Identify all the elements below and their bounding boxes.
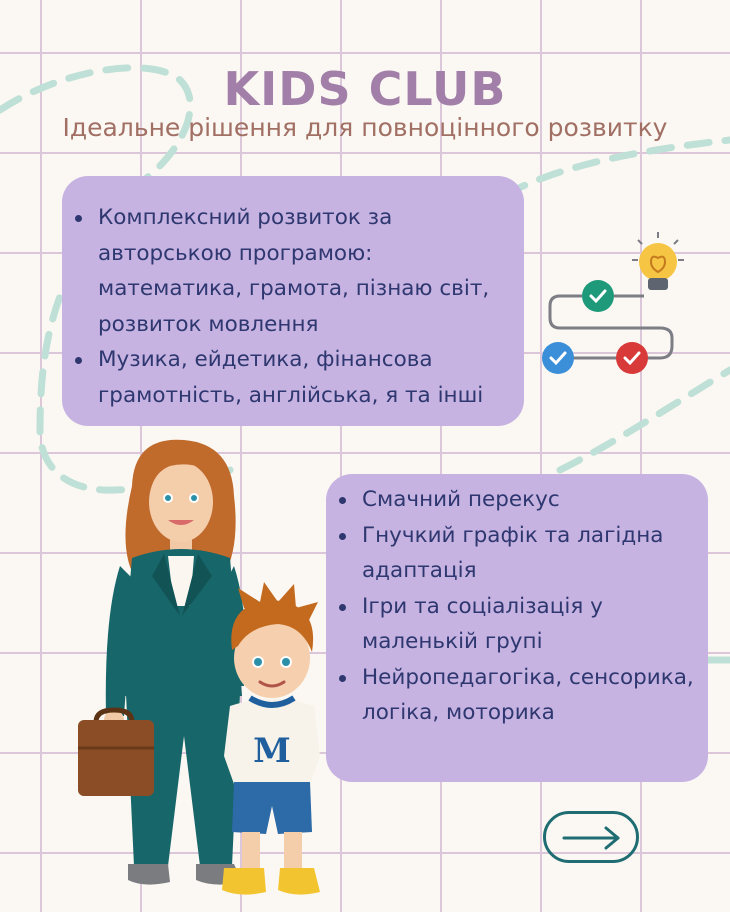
next-button[interactable] xyxy=(543,811,639,863)
features-card-top xyxy=(62,176,524,426)
svg-text:M: M xyxy=(253,731,291,771)
list-item: Комплексний розвиток за авторською програмою: математика, грамота, пізнаю світ, розвиток мовлення xyxy=(62,200,512,342)
checklist-illustration xyxy=(538,232,688,382)
list-item: Нейропедагогіка, сенсорика, логіка, моторика xyxy=(326,660,708,731)
teacher-and-child-illustration xyxy=(74,436,334,912)
check-icon-blue xyxy=(542,342,574,374)
briefcase-icon xyxy=(78,710,154,796)
features-list-top xyxy=(62,200,512,413)
list-item: Смачний перекус xyxy=(326,482,708,518)
check-icon-green xyxy=(582,280,614,312)
page-title: KIDS CLUB xyxy=(223,62,507,116)
features-card-bottom xyxy=(326,474,708,782)
list-item: Музика, ейдетика, фінансова грамотність, англійська, я та інші xyxy=(62,342,512,413)
list-item: Ігри та соціалізація у маленькій групі xyxy=(326,589,708,660)
arrow-right-icon xyxy=(562,826,622,850)
list-item: Гнучкий графік та лагідна адаптація xyxy=(326,518,708,589)
lightbulb-icon xyxy=(632,232,684,290)
features-list-bottom xyxy=(326,482,708,731)
page-subtitle: Ідеальне рішення для повноцінного розвитку xyxy=(62,113,668,142)
check-icon-red xyxy=(616,342,648,374)
